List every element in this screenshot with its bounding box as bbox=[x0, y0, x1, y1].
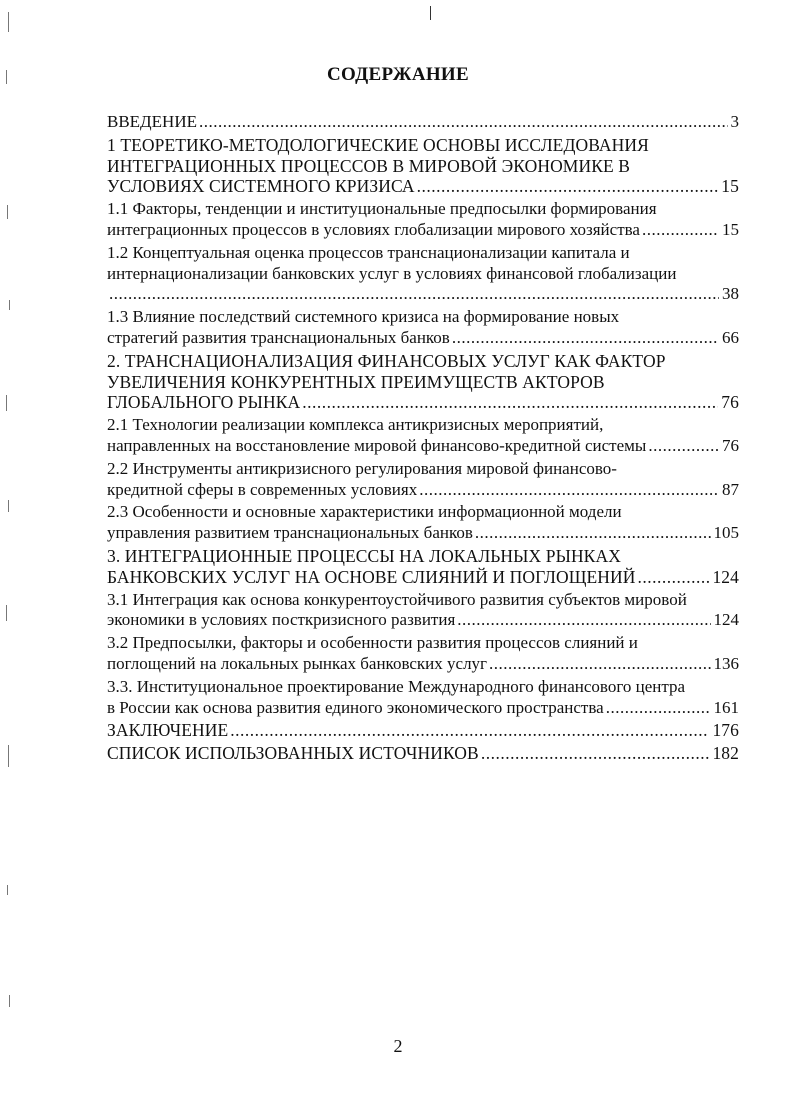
toc-entry-chapter-2 bbox=[107, 351, 739, 413]
toc-entry-2-3 bbox=[107, 502, 739, 544]
toc-entry-text: ВВЕДЕНИЕ bbox=[107, 112, 197, 131]
toc-page-number: 161 bbox=[713, 697, 739, 717]
toc-entry-conclusion bbox=[107, 720, 739, 741]
toc-entry-text: УСЛОВИЯХ СИСТЕМНОГО КРИЗИСА bbox=[107, 176, 415, 197]
leader-dots bbox=[475, 523, 711, 544]
toc-page-number: 38 bbox=[722, 284, 739, 304]
toc-entry-heading: 2.3 Особенности и основные характеристики информационной модели bbox=[107, 502, 622, 522]
toc-entry-heading: 3.1 Интеграция как основа конкурентоустойчивого развития субъектов мировой bbox=[107, 589, 687, 609]
toc-page-number: 105 bbox=[713, 523, 739, 543]
toc-entry-text: стратегий развития транснациональных банков bbox=[107, 327, 450, 347]
toc-entry-text: кредитной сферы в современных условиях bbox=[107, 479, 418, 499]
scan-artifact bbox=[8, 500, 9, 512]
toc-entry-heading: 2.2 Инструменты антикризисного регулирования мировой финансово- bbox=[107, 458, 617, 478]
toc-entry-1-3 bbox=[107, 307, 739, 349]
toc-page-number: 87 bbox=[722, 479, 739, 499]
leader-dots bbox=[452, 328, 719, 349]
toc-entry-text: СПИСОК ИСПОЛЬЗОВАННЫХ ИСТОЧНИКОВ bbox=[107, 743, 479, 764]
toc-entry-text: БАНКОВСКИХ УСЛУГ НА ОСНОВЕ СЛИЯНИЙ И ПОГЛОЩЕНИЙ bbox=[107, 566, 636, 587]
toc-page-number: 15 bbox=[721, 176, 739, 197]
scan-artifact bbox=[430, 6, 431, 20]
toc-page-number: 176 bbox=[712, 720, 739, 741]
page-title: СОДЕРЖАНИЕ bbox=[327, 64, 469, 85]
toc-entry-references bbox=[107, 743, 739, 764]
toc-entry-heading: 1.2 Концептуальная оценка процессов транснационализации капитала и интернационализации банковских услуг в условиях финансовой глобализации bbox=[107, 242, 677, 283]
toc-page-number: 76 bbox=[721, 392, 739, 413]
leader-dots bbox=[642, 220, 719, 241]
toc-entry-2-1 bbox=[107, 415, 739, 457]
leader-dots bbox=[606, 698, 711, 719]
toc-page-number: 15 bbox=[722, 219, 739, 239]
leader-dots bbox=[302, 392, 718, 413]
toc-entry-text: поглощений на локальных рынках банковских услуг bbox=[107, 653, 488, 673]
toc-entry-text: управления развитием транснациональных банков bbox=[107, 523, 473, 543]
toc-entry-text: ГЛОБАЛЬНОГО РЫНКА bbox=[107, 392, 301, 413]
leader-dots bbox=[489, 654, 710, 675]
toc-page-number: 136 bbox=[713, 653, 739, 673]
toc-entry-1-2 bbox=[107, 243, 739, 305]
toc-page-number: 182 bbox=[712, 743, 739, 764]
toc-entry-heading: 1 ТЕОРЕТИКО-МЕТОДОЛОГИЧЕСКИЕ ОСНОВЫ ИССЛЕДОВАНИЯ ИНТЕГРАЦИОННЫХ ПРОЦЕССОВ В МИРОВОЙ ЭКОНОМИКЕ В bbox=[107, 134, 649, 176]
scan-artifact bbox=[9, 995, 10, 1007]
scan-artifact bbox=[6, 605, 7, 621]
toc-entry-1-1 bbox=[107, 199, 739, 241]
toc-page-number: 124 bbox=[713, 610, 739, 630]
toc-entry-text: интеграционных процессов в условиях глобализации мирового хозяйства bbox=[107, 219, 640, 239]
toc-entry-heading: 2. ТРАНСНАЦИОНАЛИЗАЦИЯ ФИНАНСОВЫХ УСЛУГ КАК ФАКТОР УВЕЛИЧЕНИЯ КОНКУРЕНТНЫХ ПРЕИМУЩЕСТВ АКТОРОВ bbox=[107, 350, 666, 392]
leader-dots bbox=[230, 720, 709, 741]
scan-artifact bbox=[6, 395, 7, 411]
leader-dots bbox=[637, 567, 709, 588]
toc-entry-3-3 bbox=[107, 677, 739, 719]
toc-entry-3-1 bbox=[107, 590, 739, 632]
leader-dots bbox=[199, 112, 728, 133]
toc-entry-heading: 1.3 Влияние последствий системного кризиса на формирование новых bbox=[107, 307, 620, 327]
toc-page-number: 66 bbox=[722, 327, 739, 347]
toc-entry-2-2 bbox=[107, 459, 739, 501]
toc-page-number: 3 bbox=[730, 112, 739, 131]
toc-entry-3-2 bbox=[107, 633, 739, 675]
toc-entry-heading: 2.1 Технологии реализации комплекса антикризисных мероприятий, bbox=[107, 415, 604, 435]
toc-entry-chapter-1 bbox=[107, 135, 739, 197]
toc-entry-text: в России как основа развития единого экономического пространства bbox=[107, 697, 604, 717]
scan-artifact bbox=[7, 205, 8, 219]
leader-dots bbox=[481, 743, 710, 764]
toc-entry-text: экономики в условиях посткризисного развития bbox=[107, 610, 456, 630]
page-number: 2 bbox=[393, 1036, 403, 1056]
leader-dots bbox=[109, 284, 719, 305]
toc-entry-heading: 3.2 Предпосылки, факторы и особенности развития процессов слияний и bbox=[107, 633, 638, 653]
scan-artifact bbox=[7, 885, 8, 895]
toc-page-number: 124 bbox=[712, 566, 739, 587]
toc-entry-heading: 3.3. Институциональное проектирование Международного финансового центра bbox=[107, 676, 686, 696]
scan-artifact bbox=[8, 12, 9, 32]
toc-entry-heading: 1.1 Факторы, тенденции и институциональные предпосылки формирования bbox=[107, 199, 657, 219]
toc-entry-introduction bbox=[107, 112, 739, 133]
leader-dots bbox=[648, 436, 719, 457]
scan-artifact bbox=[8, 745, 9, 767]
toc-entry-heading: 3. ИНТЕГРАЦИОННЫЕ ПРОЦЕССЫ НА ЛОКАЛЬНЫХ РЫНКАХ bbox=[107, 545, 621, 566]
leader-dots bbox=[417, 176, 719, 197]
scan-artifact bbox=[9, 300, 10, 310]
table-of-contents bbox=[107, 112, 739, 766]
toc-entry-text: ЗАКЛЮЧЕНИЕ bbox=[107, 720, 229, 741]
toc-entry-chapter-3 bbox=[107, 546, 739, 588]
leader-dots bbox=[457, 610, 710, 631]
toc-entry-text: направленных на восстановление мировой финансово-кредитной системы bbox=[107, 435, 647, 455]
leader-dots bbox=[419, 480, 719, 501]
toc-page-number: 76 bbox=[722, 435, 739, 455]
scan-artifact bbox=[6, 70, 7, 84]
